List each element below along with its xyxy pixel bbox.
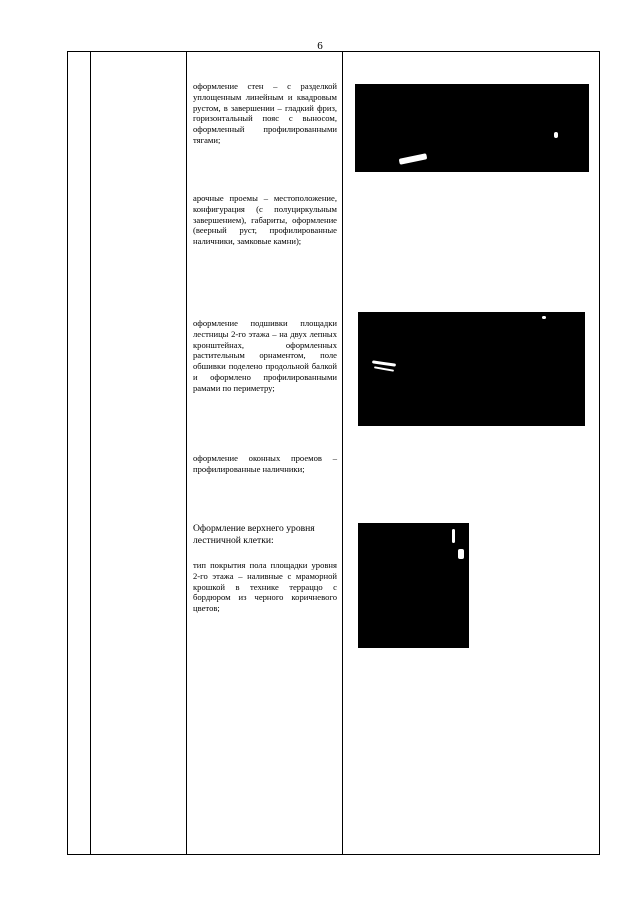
photo-highlight [452, 529, 455, 543]
photo-highlight [374, 366, 394, 371]
photo-wall-decoration [355, 84, 589, 172]
description-walls: оформление стен – с разделкой уплощенным линейным и квадровым рустом, в завершении – гладкий фриз, горизонтальный пояс с выносом, оформленный профилированными тягами; [193, 81, 337, 145]
description-floor: тип покрытия пола площадки уровня 2-го этажа – наливные с мраморной крошкой в технике терраццо с бордюром из черного коричневого цветов; [193, 560, 337, 614]
photo-highlight [399, 153, 428, 165]
column-divider-2 [186, 51, 187, 855]
page-number: 6 [317, 40, 323, 52]
photo-staircase-landing [358, 312, 585, 426]
section-heading-upper-level: Оформление верхнего уровня лестничной клетки: [193, 523, 315, 546]
photo-highlight [542, 316, 546, 319]
photo-upper-level [358, 523, 469, 648]
description-windows: оформление оконных проемов – профилированные наличники; [193, 453, 337, 474]
description-arches: арочные проемы – местоположение, конфигурация (с полуциркульным завершением), габариты, оформление (веерный руст, профилированные наличники, замковые камни); [193, 193, 337, 247]
column-divider-3 [342, 51, 343, 855]
photo-highlight [458, 549, 464, 559]
description-landing-ceiling: оформление подшивки площадки лестницы 2-го этажа – на двух лепных кронштейнах, оформленных растительным орнаментом, поле обшивки поделено продольной балкой и оформлено профилированными рамами по периметру; [193, 318, 337, 393]
photo-highlight [554, 132, 558, 138]
column-divider-1 [90, 51, 91, 855]
